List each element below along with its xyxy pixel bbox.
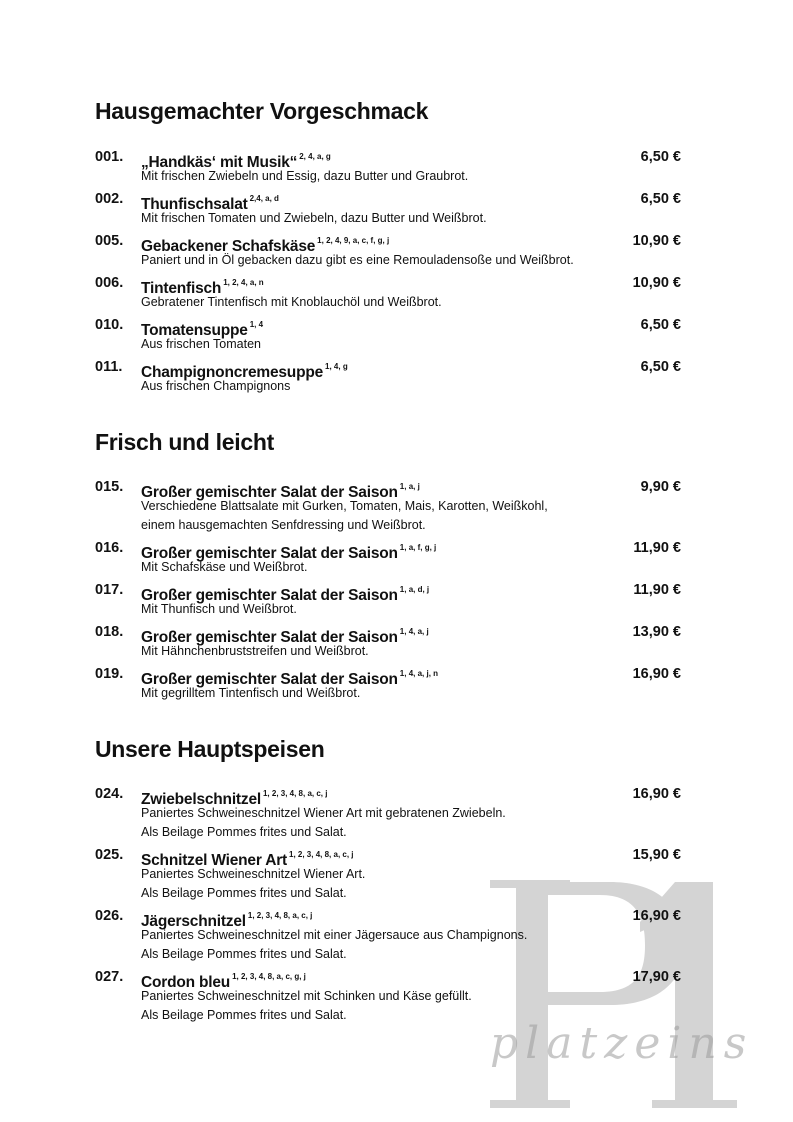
description-line: Paniertes Schweineschnitzel mit einer Jägersauce aus Champignons. bbox=[141, 928, 528, 942]
description-line: Mit Schafskäse und Weißbrot. bbox=[141, 560, 308, 574]
item-number: 002. bbox=[95, 191, 124, 207]
item-price: 6,50 € bbox=[640, 191, 681, 207]
item-price: 9,90 € bbox=[640, 479, 681, 495]
item-description bbox=[141, 642, 369, 661]
menu-item bbox=[95, 664, 695, 706]
description-line: Aus frischen Champignons bbox=[141, 379, 291, 393]
item-name-text: Thunfischsalat bbox=[141, 196, 248, 213]
item-description bbox=[141, 926, 527, 964]
item-name-text: Tintenfisch bbox=[141, 280, 222, 297]
allergen-codes: 1, 2, 3, 4, 8, a, c, j bbox=[262, 789, 328, 798]
item-name-text: Großer gemischter Salat der Saison bbox=[141, 587, 398, 604]
item-price: 17,90 € bbox=[632, 969, 681, 985]
allergen-codes: 1, 4 bbox=[249, 320, 264, 329]
item-description bbox=[141, 377, 290, 396]
allergen-codes: 1, 4, g bbox=[325, 362, 348, 371]
section-title: Frisch und leicht bbox=[95, 429, 274, 455]
item-number: 001. bbox=[95, 149, 124, 165]
menu-items bbox=[95, 784, 695, 1028]
item-number: 026. bbox=[95, 908, 124, 924]
item-name-text: Großer gemischter Salat der Saison bbox=[141, 484, 398, 501]
item-price: 6,50 € bbox=[640, 359, 681, 375]
allergen-codes: 1, 2, 3, 4, 8, a, c, j bbox=[289, 850, 354, 859]
item-number: 005. bbox=[95, 233, 124, 249]
description-line: Paniert und in Öl gebacken dazu gibt es eine Remouladensoße und Weißbrot. bbox=[141, 253, 574, 267]
item-number: 011. bbox=[95, 359, 123, 375]
section-vorgeschmack bbox=[95, 97, 695, 393]
description-line: Als Beilage Pommes frites und Salat. bbox=[141, 947, 347, 961]
section-frisch-leicht bbox=[95, 428, 695, 700]
item-name-text: Großer gemischter Salat der Saison bbox=[141, 629, 398, 646]
item-name-text: Champignoncremesuppe bbox=[141, 364, 324, 381]
allergen-codes: 2, 4, a, g bbox=[299, 152, 331, 161]
item-number: 019. bbox=[95, 666, 124, 682]
item-price: 13,90 € bbox=[632, 624, 681, 640]
allergen-codes: 2,4, a, d bbox=[249, 194, 279, 203]
item-name-text: Gebackener Schafskäse bbox=[141, 238, 316, 255]
item-name-text: „Handkäs‘ mit Musik“ bbox=[141, 154, 298, 171]
menu-item bbox=[95, 622, 695, 664]
allergen-codes: 1, a, f, g, j bbox=[399, 543, 437, 552]
menu-item bbox=[95, 315, 695, 357]
menu-item bbox=[95, 273, 695, 315]
item-name-text: Zwiebelschnitzel bbox=[141, 791, 261, 808]
item-number: 024. bbox=[95, 786, 124, 802]
description-line: Paniertes Schweineschnitzel Wiener Art. bbox=[141, 867, 366, 881]
menu-items bbox=[95, 477, 695, 706]
item-name-text: Schnitzel Wiener Art bbox=[141, 852, 288, 869]
menu-items bbox=[95, 147, 695, 399]
description-line: Aus frischen Tomaten bbox=[141, 337, 261, 351]
item-price: 6,50 € bbox=[640, 317, 681, 333]
item-price: 10,90 € bbox=[632, 275, 681, 291]
menu-item bbox=[95, 845, 695, 906]
section-title: Hausgemachter Vorgeschmack bbox=[95, 98, 429, 124]
item-number: 027. bbox=[95, 969, 124, 985]
item-description bbox=[141, 209, 487, 228]
item-description bbox=[141, 987, 472, 1025]
item-name-text: Cordon bleu bbox=[141, 974, 231, 991]
description-line: einem hausgemachten Senfdressing und Weißbrot. bbox=[141, 518, 426, 532]
item-price: 16,90 € bbox=[632, 666, 681, 682]
item-number: 015. bbox=[95, 479, 124, 495]
item-price: 11,90 € bbox=[633, 540, 681, 556]
item-name-text: Großer gemischter Salat der Saison bbox=[141, 545, 398, 562]
menu-item bbox=[95, 357, 695, 399]
allergen-codes: 1, 2, 4, a, n bbox=[223, 278, 264, 287]
menu-item bbox=[95, 538, 695, 580]
allergen-codes: 1, 4, a, j, n bbox=[399, 669, 439, 678]
description-line: Als Beilage Pommes frites und Salat. bbox=[141, 886, 347, 900]
description-line: Gebratener Tintenfisch mit Knoblauchöl und Weißbrot. bbox=[141, 295, 442, 309]
description-line: Mit gegrilltem Tintenfisch und Weißbrot. bbox=[141, 686, 361, 700]
description-line: Mit frischen Zwiebeln und Essig, dazu Butter und Graubrot. bbox=[141, 169, 469, 183]
item-description bbox=[141, 167, 468, 186]
item-description bbox=[141, 335, 261, 354]
item-name-text: Tomatensuppe bbox=[141, 322, 248, 339]
item-number: 018. bbox=[95, 624, 124, 640]
description-line: Mit Hähnchenbruststreifen und Weißbrot. bbox=[141, 644, 369, 658]
description-line: Mit frischen Tomaten und Zwiebeln, dazu Butter und Weißbrot. bbox=[141, 211, 487, 225]
item-description bbox=[141, 865, 365, 903]
item-number: 006. bbox=[95, 275, 124, 291]
allergen-codes: 1, 4, a, j bbox=[399, 627, 429, 636]
menu-item bbox=[95, 147, 695, 189]
item-price: 11,90 € bbox=[633, 582, 681, 598]
item-description bbox=[141, 293, 442, 312]
allergen-codes: 1, 2, 3, 4, 8, a, c, j bbox=[247, 911, 313, 920]
menu-item bbox=[95, 231, 695, 273]
item-description bbox=[141, 251, 574, 270]
allergen-codes: 1, 2, 3, 4, 8, a, c, g, j bbox=[232, 972, 306, 981]
item-number: 017. bbox=[95, 582, 124, 598]
item-price: 6,50 € bbox=[640, 149, 681, 165]
item-name-text: Großer gemischter Salat der Saison bbox=[141, 671, 398, 688]
item-description bbox=[141, 804, 506, 842]
menu-item bbox=[95, 189, 695, 231]
item-number: 010. bbox=[95, 317, 124, 333]
section-hauptspeisen bbox=[95, 735, 695, 1022]
description-line: Paniertes Schweineschnitzel Wiener Art mit gebratenen Zwiebeln. bbox=[141, 806, 506, 820]
item-price: 16,90 € bbox=[632, 786, 681, 802]
menu-item bbox=[95, 906, 695, 967]
item-description bbox=[141, 600, 297, 619]
item-name-text: Jägerschnitzel bbox=[141, 913, 246, 930]
menu-item bbox=[95, 784, 695, 845]
allergen-codes: 1, a, j bbox=[399, 482, 420, 491]
watermark-script: platzeins bbox=[490, 1018, 754, 1069]
item-description bbox=[141, 684, 360, 703]
description-line: Paniertes Schweineschnitzel mit Schinken und Käse gefüllt. bbox=[141, 989, 472, 1003]
section-title: Unsere Hauptspeisen bbox=[95, 736, 325, 762]
allergen-codes: 1, 2, 4, 9, a, c, f, g, j bbox=[317, 236, 390, 245]
description-line: Verschiedene Blattsalate mit Gurken, Tomaten, Mais, Karotten, Weißkohl, bbox=[141, 499, 548, 513]
menu-item bbox=[95, 967, 695, 1028]
description-line: Mit Thunfisch und Weißbrot. bbox=[141, 602, 297, 616]
item-number: 016. bbox=[95, 540, 124, 556]
item-number: 025. bbox=[95, 847, 124, 863]
description-line: Als Beilage Pommes frites und Salat. bbox=[141, 1008, 347, 1022]
item-price: 10,90 € bbox=[632, 233, 681, 249]
item-description bbox=[141, 558, 308, 577]
menu-item bbox=[95, 477, 695, 538]
menu-item bbox=[95, 580, 695, 622]
item-price: 15,90 € bbox=[632, 847, 681, 863]
allergen-codes: 1, a, d, j bbox=[399, 585, 430, 594]
description-line: Als Beilage Pommes frites und Salat. bbox=[141, 825, 347, 839]
item-description bbox=[141, 497, 548, 535]
item-price: 16,90 € bbox=[632, 908, 681, 924]
